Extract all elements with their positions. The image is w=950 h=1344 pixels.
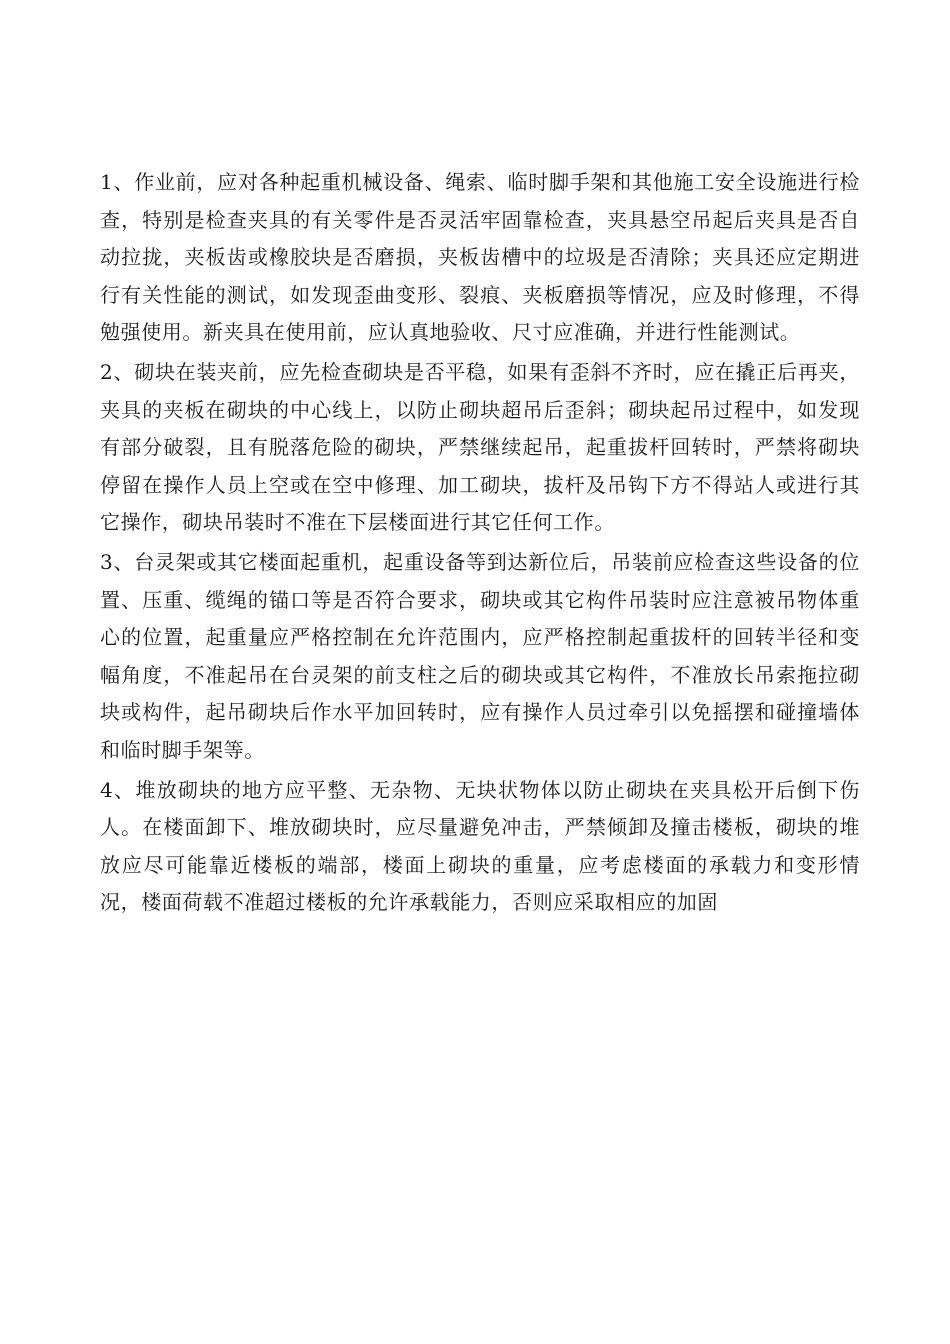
paragraph-2: 2、砌块在装夹前，应先检查砌块是否平稳，如果有歪斜不齐时，应在撬正后再夹，夹具的夹板在砌块的中心线上，以防止砌块超吊后歪斜；砌块起吊过程中，如发现有部分破裂，且有脱落危险的砌块，严禁继续起吊，起重拔杆回转时，严禁将砌块停留在操作人员上空或在空中修理、加工砌块，拔杆及吊钩下方不得站人或进行其它操作，砌块吊装时不准在下层楼面进行其它任何工作。 <box>100 359 860 535</box>
paragraph-4: 4、堆放砌块的地方应平整、无杂物、无块状物体以防止砌块在夹具松开后倒下伤人。在楼面卸下、堆放砌块时，应尽量避免冲击，严禁倾卸及撞击楼板，砌块的堆放应尽可能靠近楼板的端部，楼面上砌块的重量，应考虑楼面的承载力和变形情况，楼面荷载不准超过楼板的允许承载能力，否则应采取相应的加固 <box>100 777 860 915</box>
paragraph-1: 1、作业前，应对各种起重机械设备、绳索、临时脚手架和其他施工安全设施进行检查，特别是检查夹具的有关零件是否灵活牢固靠检查，夹具悬空吊起后夹具是否自动拉拢，夹板齿或橡胶块是否磨损，夹板齿槽中的垃圾是否清除；夹具还应定期进行有关性能的测试，如发现歪曲变形、裂痕、夹板磨损等情况，应及时修理，不得勉强使用。新夹具在使用前，应认真地验收、尺寸应准确，并进行性能测试。 <box>100 170 860 345</box>
document-body <box>100 164 860 924</box>
paragraph-3: 3、台灵架或其它楼面起重机，起重设备等到达新位后，吊装前应检查这些设备的位置、压重、缆绳的锚口等是否符合要求，砌块或其它构件吊装时应注意被吊物体重心的位置，起重量应严格控制在允许范围内，应严格控制起重拔杆的回转半径和变幅角度，不准起吊在台灵架的前支柱之后的砌块或其它构件，不准放长吊索拖拉砌块或构件，起吊砌块后作水平加回转时，应有操作人员过牵引以免摇摆和碰撞墙体和临时脚手架等。 <box>100 549 860 762</box>
